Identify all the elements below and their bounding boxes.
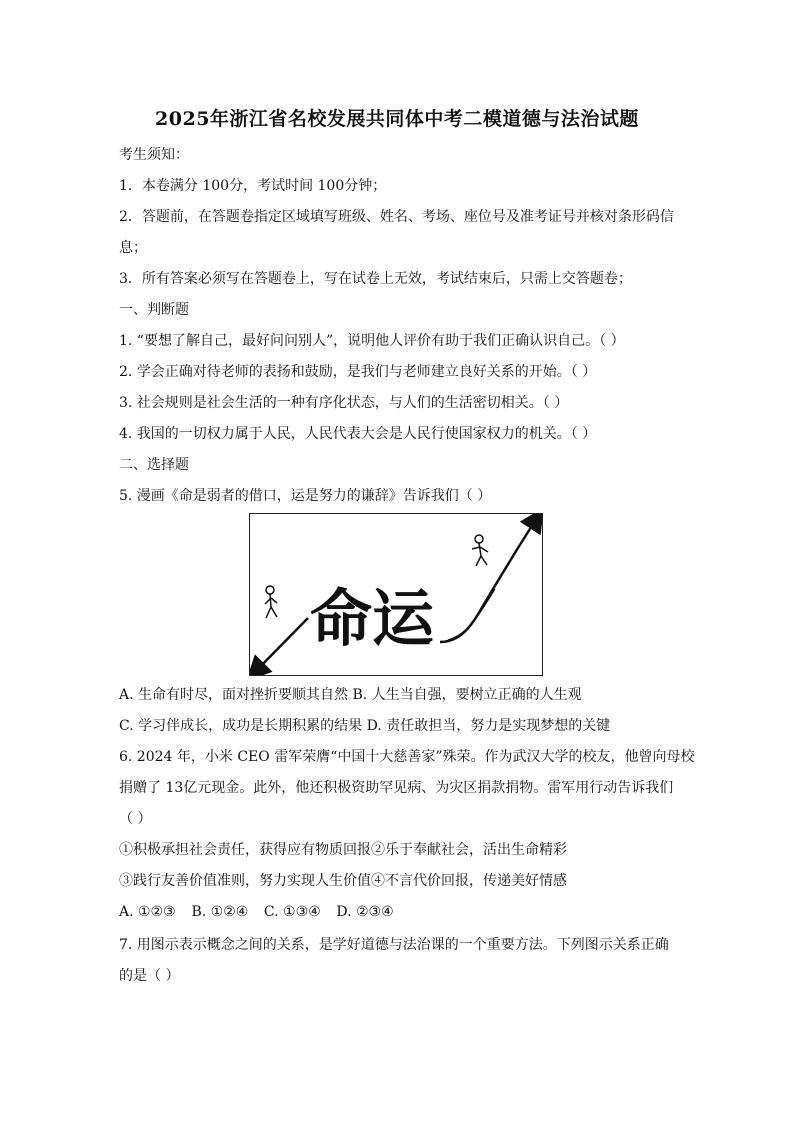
question-5-options-ab: A. 生命有时尽，面对挫折要顺其自然 B. 人生当自强，要树立正确的人生观: [119, 687, 582, 703]
judgement-question-4: 4. 我国的一切权力属于人民，人民代表大会是人民行使国家权力的机关。（ ）: [119, 426, 597, 442]
section-heading-judgement: 一、判断题: [119, 302, 189, 318]
option-d: D. ②③④: [336, 904, 394, 920]
judgement-question-1: 1. “要想了解自己，最好问问别人”，说明他人评价有助于我们正确认识自己。（ ）: [119, 333, 625, 349]
question-7-stem: 的是（ ）: [119, 968, 180, 984]
notice-item: 3．所有答案必须写在答题卷上，写在试卷上无效，考试结束后，只需上交答题卷；: [119, 271, 632, 287]
question-6-statements: ①积极承担社会责任，获得应有物质回报②乐于奉献社会，活出生命精彩: [119, 842, 567, 858]
falling-person-icon: [265, 586, 277, 618]
option-c: C. ①③④: [263, 904, 321, 920]
notice-heading: 考生须知：: [119, 147, 189, 163]
judgement-question-2: 2. 学会正确对待老师的表扬和鼓励，是我们与老师建立良好关系的开始。（ ）: [119, 364, 597, 380]
question-6-stem: 6. 2024 年，小米 CEO 雷军荣膺“中国十大慈善家”殊荣。作为武汉大学的校友，他曾向母校: [119, 749, 695, 765]
question-5-stem: 5. 漫画《命是弱者的借口，运是努力的谦辞》告诉我们（ ）: [119, 488, 492, 504]
option-b: B. ①②④: [191, 904, 249, 920]
up-arrow-curve: [440, 518, 537, 642]
cartoon-figure: [249, 513, 543, 676]
question-5-options-cd: C. 学习伴成长，成功是长期积累的结果 D. 责任敢担当，努力是实现梦想的关键: [119, 718, 611, 734]
question-6-stem: 捐赠了 13亿元现金。此外，他还积极资助罕见病、为灾区捐款捐物。雷军用行动告诉我们: [119, 780, 674, 796]
question-6-options: [119, 903, 394, 921]
section-heading-choice: 二、选择题: [119, 457, 189, 473]
cartoon-caption: 命运: [310, 582, 435, 655]
cartoon-illustration: [250, 514, 542, 675]
notice-item: 息；: [119, 240, 147, 256]
down-arrow-line: [255, 618, 308, 672]
judgement-question-3: 3. 社会规则是社会生活的一种有序化状态，与人们的生活密切相关。（ ）: [119, 395, 569, 411]
question-6-answer-blank: （ ）: [119, 811, 152, 827]
page-title: 2025年浙江省名校发展共同体中考二模道德与法治试题: [155, 108, 639, 130]
notice-item: 1．本卷满分 100分，考试时间 100分钟；: [119, 178, 387, 194]
climbing-person-icon: [472, 535, 488, 566]
question-6-statements: ③践行友善价值准则，努力实现人生价值④不言代价回报，传递美好情感: [119, 873, 567, 889]
notice-item: 2．答题前，在答题卷指定区域填写班级、姓名、考场、座位号及准考证号并核对条形码信: [119, 209, 674, 225]
question-7-stem: 7. 用图示表示概念之间的关系，是学好道德与法治课的一个重要方法。下列图示关系正确: [119, 937, 669, 953]
option-a: A. ①②③: [119, 904, 176, 920]
